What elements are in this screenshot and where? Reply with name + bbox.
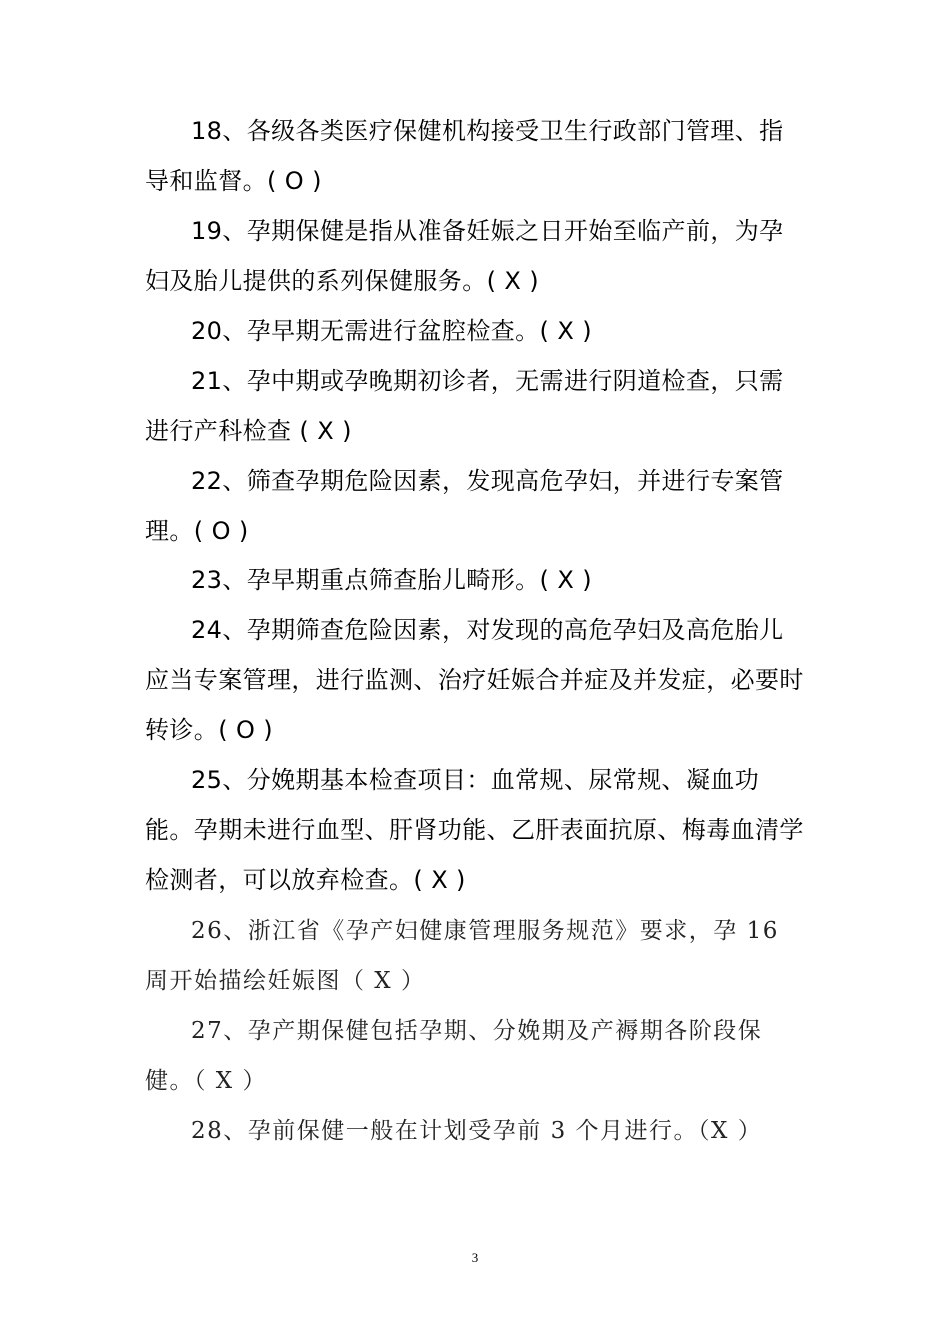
- question-27: 27、孕产期保健包括孕期、分娩期及产褥期各阶段保健。（ X ）: [145, 1018, 763, 1094]
- question-19: 19、孕期保健是指从准备妊娠之日开始至临产前，为孕妇及胎儿提供的系列保健服务。( X ): [145, 217, 784, 295]
- question-22: 22、筛查孕期危险因素，发现高危孕妇，并进行专案管理。( O ): [145, 467, 784, 545]
- question-21: 21、孕中期或孕晚期初诊者，无需进行阴道检查，只需进行产科检查 ( X ): [145, 367, 784, 445]
- question-23: 23、孕早期重点筛查胎儿畸形。( X ): [191, 566, 592, 594]
- question-24: 24、孕期筛查危险因素，对发现的高危孕妇及高危胎儿应当专案管理，进行监测、治疗妊娠合并症及并发症，必要时转诊。( O ): [145, 616, 804, 744]
- page-number: 3: [471, 1250, 479, 1265]
- question-28: 28、孕前保健一般在计划受孕前 3 个月进行。（X ）: [191, 1118, 763, 1144]
- question-26: 26、浙江省《孕产妇健康管理服务规范》要求，孕 16 周开始描绘妊娠图（ X ）: [145, 918, 779, 994]
- question-25: 25、分娩期基本检查项目：血常规、尿常规、凝血功能。孕期未进行血型、肝肾功能、乙肝表面抗原、梅毒血清学检测者，可以放弃检查。( X ): [145, 766, 804, 894]
- question-18: 18、各级各类医疗保健机构接受卫生行政部门管理、指导和监督。( O ): [145, 117, 784, 195]
- question-20: 20、孕早期无需进行盆腔检查。( X ): [191, 317, 592, 345]
